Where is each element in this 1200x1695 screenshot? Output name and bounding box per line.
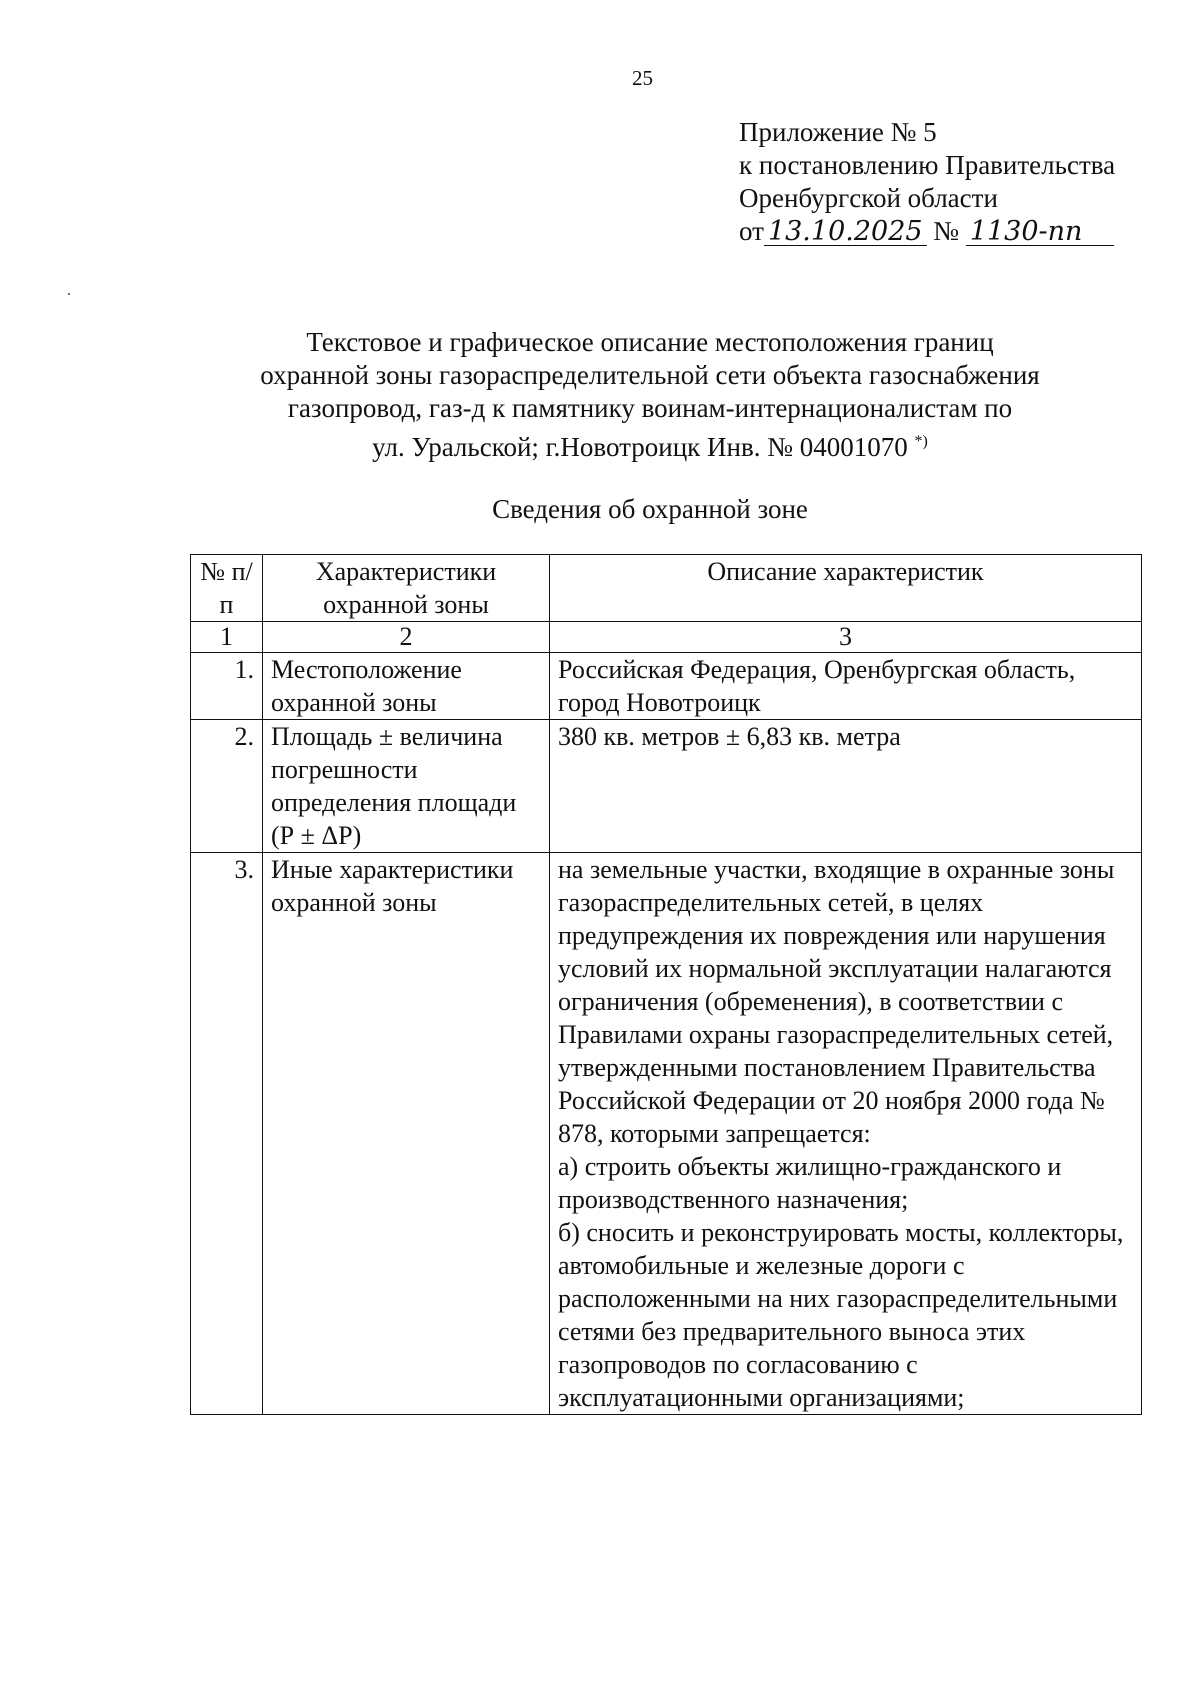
appendix-line-3: Оренбургской области (739, 183, 998, 213)
appendix-date-line (739, 215, 1115, 248)
column-index-3: 3 (550, 622, 1142, 653)
number-label: № (933, 216, 960, 246)
table-header-row (191, 555, 1142, 622)
page-number: 25 (632, 66, 653, 90)
row-number: 3. (191, 853, 263, 1415)
row-characteristic: Местоположение охранной зоны (263, 653, 550, 720)
section-heading: Сведения об охранной зоне (492, 494, 808, 524)
row-description: Российская Федерация, Оренбургская область, город Новотроицк (550, 653, 1142, 720)
table-row (191, 853, 1142, 1415)
title-line-4: ул. Уральской; г.Новотроицк Инв. № 04001070 (372, 432, 908, 462)
header-characteristic: Характеристики охранной зоны (263, 555, 550, 622)
restrictions-intro: на земельные участки, входящие в охранные зоны газораспределительных сетей, в целях предупреждения их повреждения или нарушения условий их нормальной эксплуатации налагаются ограничения (обременения), в соответствии с Правилами охраны газораспределительных сетей, утвержденными постановлением Правительства Российской Федерации от 20 ноября 2000 года № 878, которыми запрещается: (558, 855, 1115, 1148)
footnote-mark: *) (914, 433, 928, 450)
document-title (0, 326, 1200, 464)
row-description: 380 кв. метров ± 6,83 кв. метра (550, 720, 1142, 853)
handwritten-number: 1130-пп (966, 219, 1114, 246)
restriction-item-a: а) строить объекты жилищно-гражданского и производственного назначения; (558, 1152, 1062, 1214)
column-index-2: 2 (263, 622, 550, 653)
table-row (191, 653, 1142, 720)
row-number: 2. (191, 720, 263, 853)
scan-dot (68, 293, 70, 295)
from-label: от (739, 216, 764, 246)
table-row (191, 720, 1142, 853)
header-description: Описание характеристик (550, 555, 1142, 622)
zone-info-table (190, 554, 1142, 1415)
restriction-item-b: б) сносить и реконструировать мосты, коллекторы, автомобильные и железные дороги с расположенными на них газораспределительными сетями без предварительного выноса этих газопроводов по согласованию с эксплуатационными организациями; (558, 1218, 1124, 1412)
header-number: № п/п (191, 555, 263, 622)
title-line-2: охранной зоны газораспределительной сети объекта газоснабжения (260, 360, 1040, 390)
row-description (550, 853, 1142, 1415)
handwritten-date: 13.10.2025 (764, 219, 927, 246)
row-number: 1. (191, 653, 263, 720)
row-characteristic: Иные характеристики охранной зоны (263, 853, 550, 1415)
title-line-1: Текстовое и графическое описание местоположения границ (306, 327, 994, 357)
title-line-4-wrap (0, 425, 1200, 464)
row-characteristic: Площадь ± величина погрешности определения площади (Р ± ΔР) (263, 720, 550, 853)
appendix-line-1: Приложение № 5 (739, 117, 937, 147)
column-index-row (191, 622, 1142, 653)
appendix-line-2: к постановлению Правительства (739, 150, 1116, 180)
appendix-block (739, 116, 1115, 248)
title-line-3: газопровод, газ-д к памятнику воинам-интернационалистам по (287, 393, 1013, 423)
column-index-1: 1 (191, 622, 263, 653)
